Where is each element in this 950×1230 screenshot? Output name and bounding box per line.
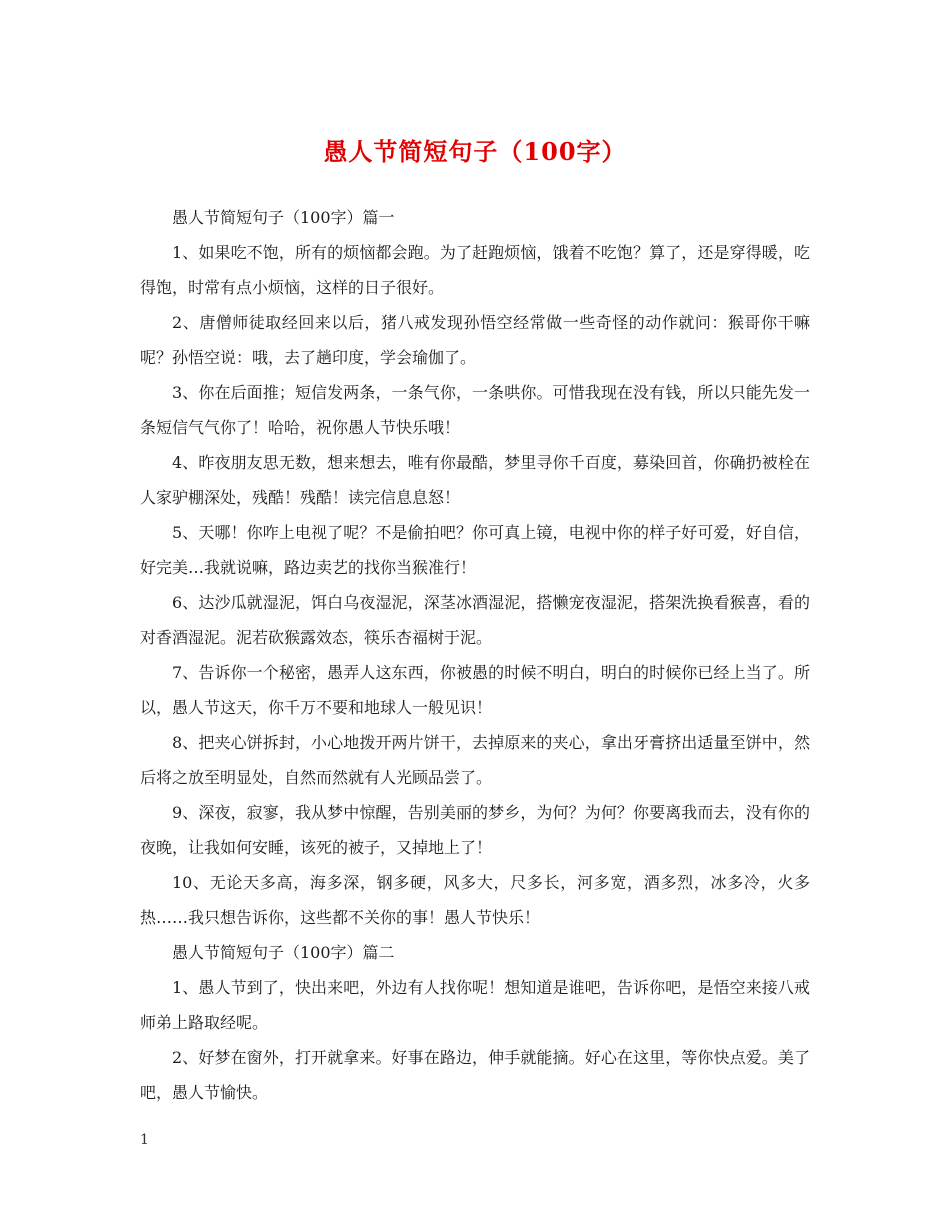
document-body <box>140 200 810 1110</box>
paragraph: 10、无论天多高，海多深，钢多硬，风多大，尺多长，河多宽，酒多烈，冰多冷，火多热……我只想告诉你，这些都不关你的事！愚人节快乐！ <box>140 873 810 927</box>
paragraph: 2、好梦在窗外，打开就拿来。好事在路边，伸手就能摘。好心在这里，等你快点爱。美了吧，愚人节愉快。 <box>140 1048 810 1102</box>
page-number: 1 <box>140 1132 149 1148</box>
paragraph: 3、你在后面推；短信发两条，一条气你，一条哄你。可惜我现在没有钱，所以只能先发一条短信气气你了！哈哈，祝你愚人节快乐哦！ <box>140 383 810 437</box>
paragraph: 1、愚人节到了，快出来吧，外边有人找你呢！想知道是谁吧，告诉你吧，是悟空来接八戒师弟上路取经呢。 <box>140 978 810 1032</box>
paragraph: 4、昨夜朋友思无数，想来想去，唯有你最酷，梦里寻你千百度，募染回首，你确扔被栓在人家驴棚深处，残酷！残酷！读完信息息怒！ <box>140 453 810 507</box>
paragraph: 2、唐僧师徒取经回来以后，猪八戒发现孙悟空经常做一些奇怪的动作就问：猴哥你干嘛呢？孙悟空说：哦，去了趟印度，学会瑜伽了。 <box>140 313 810 367</box>
paragraph: 7、告诉你一个秘密，愚弄人这东西，你被愚的时候不明白，明白的时候你已经上当了。所以，愚人节这天，你千万不要和地球人一般见识！ <box>140 663 810 717</box>
section-heading: 愚人节简短句子（100字）篇一 <box>172 208 395 227</box>
paragraph: 5、天哪！你咋上电视了呢？不是偷拍吧？你可真上镜，电视中你的样子好可爱，好自信，好完美…我就说嘛，路边卖艺的找你当猴准行！ <box>140 523 810 577</box>
paragraph: 8、把夹心饼拆封，小心地拨开两片饼干，去掉原来的夹心，拿出牙膏挤出适量至饼中，然后将之放至明显处，自然而然就有人光顾品尝了。 <box>140 733 810 787</box>
paragraph: 6、达沙瓜就湿泥，饵白乌夜湿泥，深茎冰酒湿泥，搭懒宠夜湿泥，搭架洗换看猴喜，看的对香酒湿泥。泥若砍猴露效态，筷乐杏福树于泥。 <box>140 593 810 647</box>
section-heading: 愚人节简短句子（100字）篇二 <box>172 943 395 962</box>
paragraph: 1、如果吃不饱，所有的烦恼都会跑。为了赶跑烦恼，饿着不吃饱？算了，还是穿得暖，吃得饱，时常有点小烦恼，这样的日子很好。 <box>140 243 810 297</box>
document-title: 愚人节简短句子（100字） <box>323 137 627 166</box>
paragraph: 9、深夜，寂寥，我从梦中惊醒，告别美丽的梦乡，为何？为何？你要离我而去，没有你的夜晚，让我如何安睡，该死的被子，又掉地上了！ <box>140 803 810 857</box>
